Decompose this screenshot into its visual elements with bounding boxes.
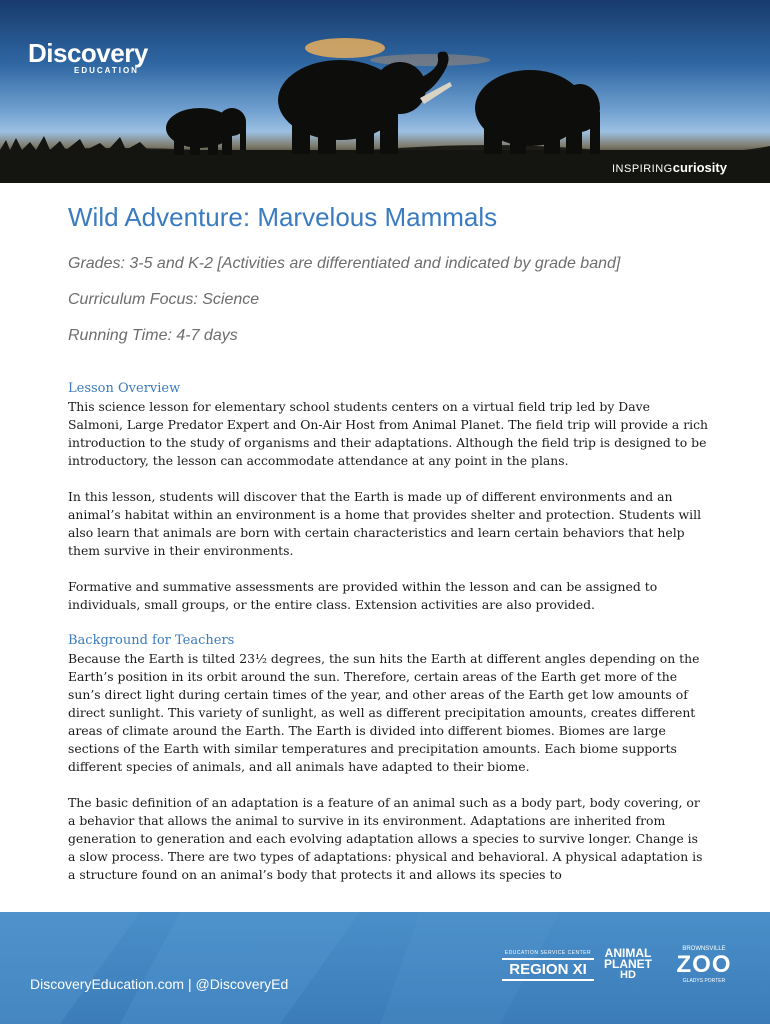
animal-planet-line-1: ANIMAL	[604, 946, 652, 960]
tagline-bold: curiosity	[672, 160, 727, 175]
tagline-light: INSPIRING	[612, 163, 673, 175]
overview-paragraph-1: This science lesson for elementary school students centers on a virtual field trip led by Dave Salmoni, Large Predator Expert and On-Air Host from Animal Planet. The field trip will provide a rich introduction to the study of organisms and their adaptations. Although the field trip is designed to be introductory, the lesson can accommodate attendance at any point in the plans.	[68, 399, 709, 468]
overview-paragraph-3: Formative and summative assessments are provided within the lesson and can be assigned to individuals, small groups, or the entire class. Extension activities are also provided.	[68, 579, 658, 612]
animal-planet-hd: HD	[620, 969, 636, 981]
logo-wordmark: Discovery	[28, 38, 148, 68]
curriculum-focus-line: Curriculum Focus: Science	[68, 291, 260, 308]
brownsville-zoo-logo	[664, 946, 744, 984]
zoo-logo-top: BROWNSVILLE	[682, 946, 726, 952]
page-title: Wild Adventure: Marvelous Mammals	[68, 202, 498, 232]
tagline	[612, 160, 727, 175]
discovery-education-logo[interactable]	[28, 40, 148, 76]
header-banner	[0, 0, 770, 183]
grades-line: Grades: 3-5 and K-2 [Activities are differentiated and indicated by grade band]	[68, 255, 621, 272]
zoo-logo-text: ZOO	[676, 951, 732, 978]
animal-planet-line-2: PLANET	[604, 957, 652, 971]
footer-bar	[0, 912, 770, 1024]
footer-website-link[interactable]: DiscoveryEducation.com | @DiscoveryEd	[30, 976, 289, 992]
lesson-body	[68, 380, 708, 902]
region-logo-caption: EDUCATION SERVICE CENTER	[504, 950, 592, 956]
background-paragraph-1: Because the Earth is tilted 23½ degrees, the sun hits the Earth at different angles depending on the Earth’s position in its orbit around the sun. Therefore, certain areas of the Earth get more of the sun’s direct light during certain times of the year, and other areas of the Earth get low amounts of direct sunlight. This variety of sunlight, as well as different precipitation amounts, creates different areas of climate around the Earth. The Earth is divided into different biomes. Biomes are large sections of the Earth with similar temperatures and precipitation amounts. Each biome supports different species of animals, and all animals have adapted to their biome.	[68, 651, 700, 774]
overview-paragraph-2: In this lesson, students will discover that the Earth is made up of different environments and an animal’s habitat within an environment is a home that provides shelter and protection. Students will also learn that animals are born with certain characteristics and learn certain behaviors that help them survive in their environments.	[68, 489, 702, 558]
region-xi-logo	[502, 950, 594, 981]
background-paragraph-2: The basic definition of an adaptation is a feature of an animal such as a body part, body covering, or a behavior that allows the animal to survive in its environment. Adaptations are inherited from generation to generation and each evolving adaptation allows a species to survive longer. Change is a slow process. There are two types of adaptations: physical and behavioral. A physical adaptation is a structure found on an animal’s body that protects it and allows its species to	[68, 795, 703, 882]
logo-subtitle: EDUCATION	[74, 66, 139, 75]
footer-pattern	[0, 912, 770, 1024]
section-heading-background: Background for Teachers	[68, 633, 235, 648]
running-time-line: Running Time: 4-7 days	[68, 327, 238, 344]
section-heading-lesson-overview: Lesson Overview	[68, 381, 181, 396]
animal-planet-hd-logo	[604, 948, 652, 981]
zoo-logo-bottom: GLADYS PORTER	[682, 978, 726, 984]
region-logo-text: REGION XI	[502, 958, 594, 981]
elephant-silhouette-image	[0, 0, 770, 183]
